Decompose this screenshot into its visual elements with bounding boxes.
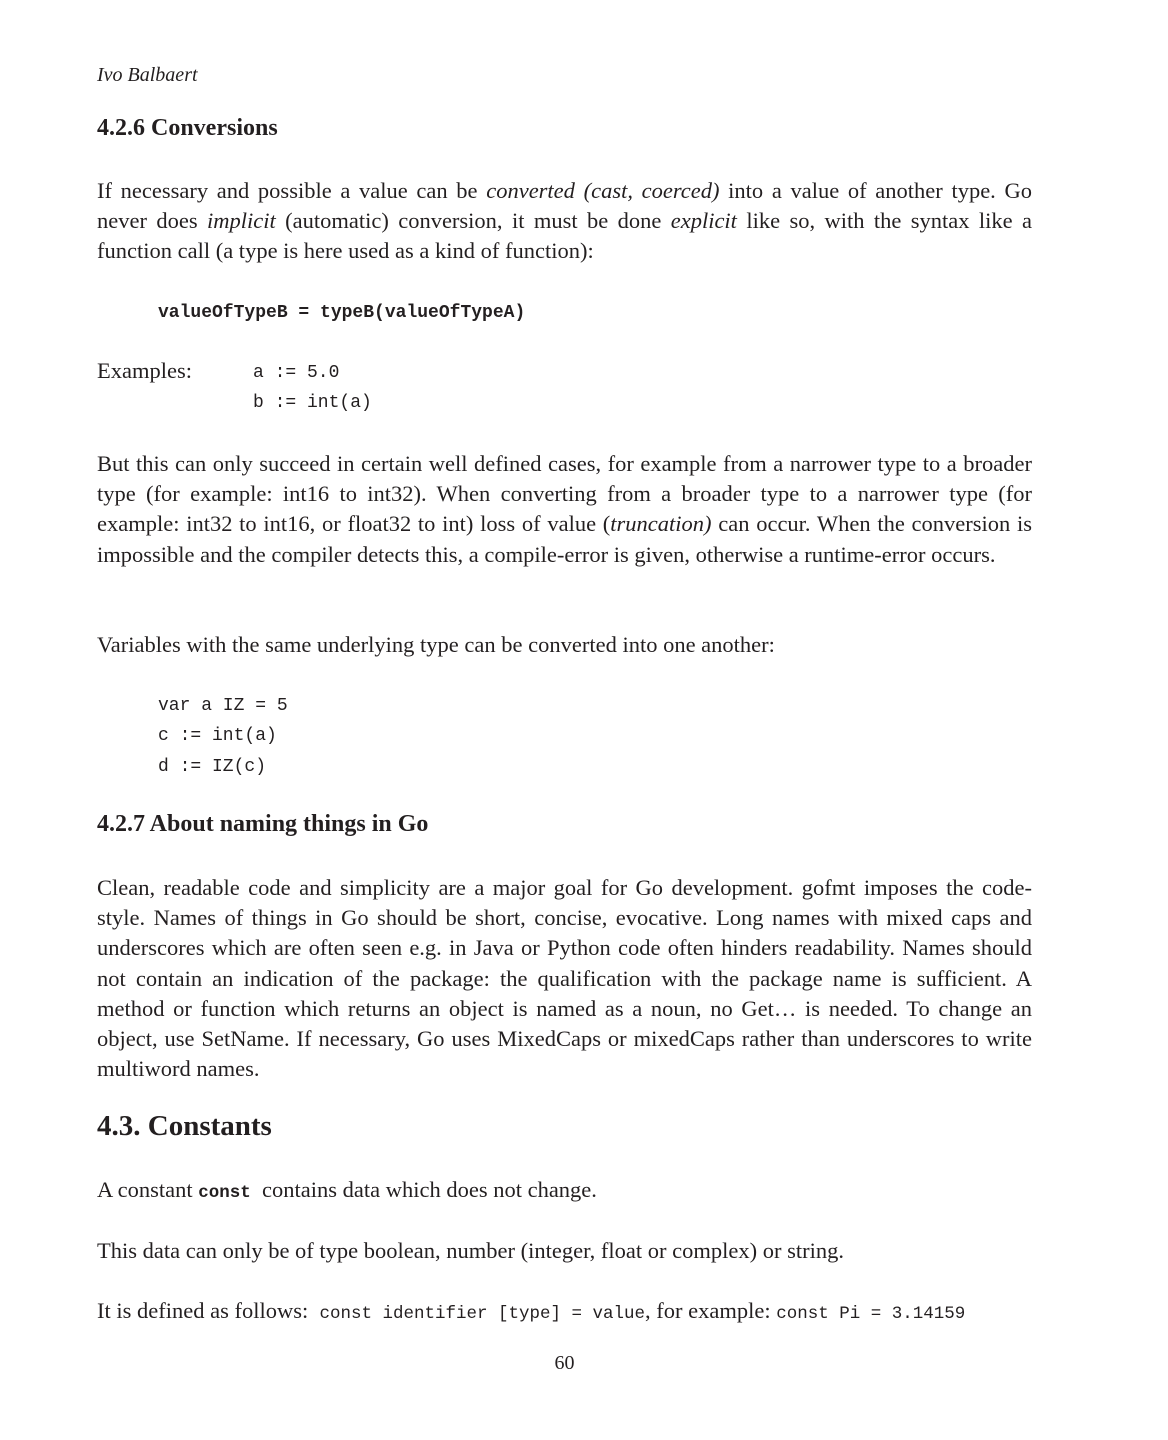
running-head-author: Ivo Balbaert <box>97 64 198 86</box>
inline-code-const-syntax: const identifier [type] = value <box>319 1304 646 1324</box>
conversion-syntax-code: valueOfTypeB = typeB(valueOfTypeA) <box>158 303 526 323</box>
example-code-line: a := 5.0 <box>253 363 340 383</box>
inline-code-const: const <box>198 1183 251 1203</box>
paragraph-underlying-type: Variables with the same underlying type can be converted into one another: <box>97 632 775 657</box>
code-block-line: d := IZ(c) <box>158 757 267 777</box>
paragraph-conversion-cases: But this can only succeed in certain well defined cases, for example from a narrower type to a broader type (for example: int16 to int32). When converting from a broader type to a narrower type (for example: int32 to int16, or float32 to int) loss of value (truncation) can occur. When the conversion is impossible and the compiler detects this, a compile-error is given, otherwise a runtime-error occurs. <box>97 451 1032 567</box>
paragraph-naming: Clean, readable code and simplicity are a major goal for Go development. gofmt imposes the code-style. Names of things in Go should be short, concise, evocative. Long names with mixed caps and underscores which are often seen e.g. in Java or Python code often hinders readability. Names should not contain an indication of the package: the qualification with the package name is sufficient. A method or function which returns an object is named as a noun, no Get… is needed. To change an object, use SetName. If necessary, Go uses MixedCaps or mixedCaps rather than underscores to write multiword names. <box>97 875 1032 1082</box>
paragraph-constant-syntax: It is defined as follows: const identifier [type] = value, for example: const Pi = 3.14159 <box>97 1298 966 1324</box>
code-block-line: var a IZ = 5 <box>158 696 288 716</box>
examples-label: Examples: <box>97 358 192 383</box>
paragraph-constant-types: This data can only be of type boolean, number (integer, float or complex) or string. <box>97 1238 844 1263</box>
heading-4-2-7: 4.2.7 About naming things in Go <box>97 811 429 837</box>
paragraph-conversions-intro: If necessary and possible a value can be converted (cast, coerced) into a value of another type. Go never does implicit (automatic) conversion, it must be done explicit like so, with the syntax like a function call (a type is here used as a kind of function): <box>97 178 1032 264</box>
code-block-line: c := int(a) <box>158 726 277 746</box>
inline-code-const-example: const Pi = 3.14159 <box>776 1304 966 1324</box>
heading-4-3: 4.3. Constants <box>97 1110 272 1142</box>
paragraph-constant-def: A constant const contains data which does not change. <box>97 1177 597 1203</box>
example-code-line: b := int(a) <box>253 393 372 413</box>
page-number: 60 <box>554 1352 575 1374</box>
heading-4-2-6: 4.2.6 Conversions <box>97 115 278 141</box>
